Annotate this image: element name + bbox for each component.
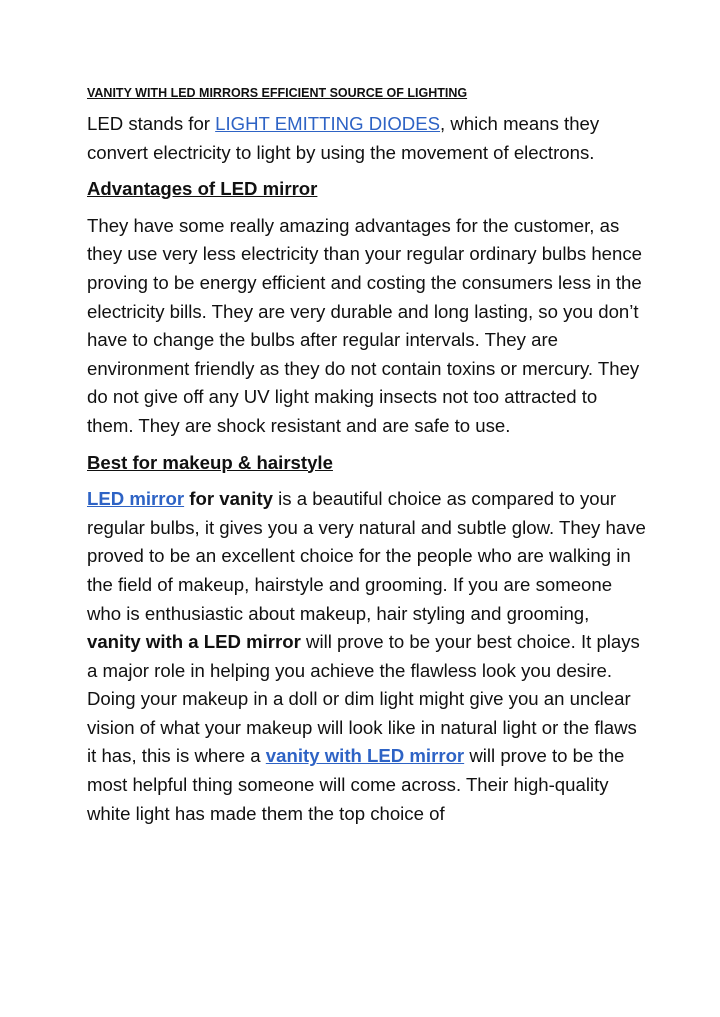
led-mirror-link[interactable]: LED mirror bbox=[87, 488, 185, 510]
led-definition-link[interactable]: LIGHT EMITTING DIODES bbox=[215, 113, 441, 134]
makeup-text-1: is a beautiful choice as compared to your regular bulbs, it gives you a very natural and subtle glow. They have proved to be an excellent choice for the people who are walking in the field of makeup, hairstyle and grooming. If you are someone who is enthusiastic about makeup, hair styling and grooming, bbox=[87, 488, 646, 624]
makeup-paragraph bbox=[87, 485, 647, 828]
document-title: VANITY WITH LED MIRRORS EFFICIENT SOURCE OF LIGHTING bbox=[87, 86, 468, 100]
makeup-text-2: will prove to be your best choice. It plays a major role in helping you achieve the flawless look you desire. Doing your makeup in a doll or dim light might give you an unclear vision of what your makeup will look like in natural light or the flaws it has, this is where a bbox=[87, 631, 640, 767]
intro-text-end: , which means they convert electricity to light by using the movement of electrons. bbox=[87, 113, 600, 163]
advantages-heading: Advantages of LED mirror bbox=[87, 178, 318, 200]
makeup-text-3: will prove to be the most helpful thing someone will come across. Their high-quality white light has made them the top choice of bbox=[87, 745, 625, 824]
advantages-paragraph: They have some really amazing advantages for the customer, as they use very less electricity than your regular ordinary bulbs hence proving to be energy efficient and costing the consumers less in the electricity bills. They are very durable and long lasting, so you don’t have to change the bulbs after regular intervals. They are environment friendly as they do not contain toxins or mercury. They do not give off any UV light making insects not too attracted to them. They are shock resistant and are safe to use. bbox=[87, 214, 642, 436]
document-content bbox=[87, 86, 647, 836]
for-vanity-bold: for vanity bbox=[184, 488, 273, 510]
vanity-led-mirror-link[interactable]: vanity with LED mirror bbox=[265, 745, 465, 767]
makeup-heading: Best for makeup & hairstyle bbox=[87, 451, 333, 473]
vanity-led-mirror-bold: vanity with a LED mirror bbox=[87, 631, 301, 653]
intro-paragraph bbox=[87, 110, 647, 167]
intro-text-start: LED stands for bbox=[87, 113, 216, 134]
